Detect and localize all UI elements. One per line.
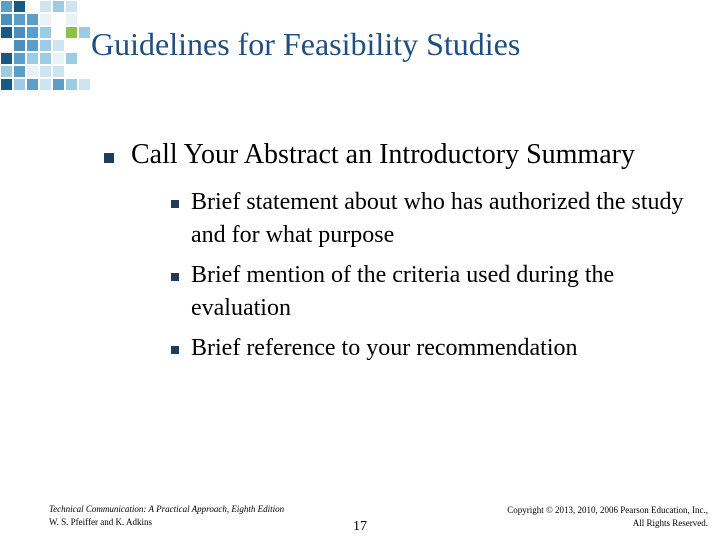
mosaic-tile <box>40 1 51 12</box>
mosaic-tile <box>53 79 64 90</box>
mosaic-tile <box>1 79 12 90</box>
mosaic-tile <box>14 14 25 25</box>
sub-bullet-text: Brief mention of the criteria used during the evaluation <box>191 262 615 321</box>
footer-citation <box>49 503 284 529</box>
mosaic-tile <box>27 27 38 38</box>
mosaic-tile <box>14 27 25 38</box>
slide-title: Guidelines for Feasibility Studies <box>91 26 521 62</box>
footer-book-title: Technical Communication: A Practical Approach, Eighth Edition <box>49 504 285 514</box>
sub-bullet-text: Brief reference to your recommendation <box>191 335 578 361</box>
copyright-line: Copyright © 2013, 2010, 2006 Pearson Education, Inc., <box>507 505 708 515</box>
mosaic-tile <box>27 79 38 90</box>
mosaic-tile <box>66 79 77 90</box>
square-bullet-icon <box>171 346 179 354</box>
mosaic-tile <box>27 14 38 25</box>
mosaic-tile <box>14 40 25 51</box>
mosaic-tile <box>66 53 77 64</box>
mosaic-tile <box>40 66 51 77</box>
sub-bullet <box>159 332 690 365</box>
footer-authors: W. S. Pfeiffer and K. Adkins <box>49 517 152 527</box>
bullet-list <box>100 138 690 365</box>
mosaic-tile <box>1 27 12 38</box>
sub-bullet <box>159 259 690 325</box>
mosaic-tile <box>40 53 51 64</box>
mosaic-tile <box>1 53 12 64</box>
mosaic-tile <box>27 66 38 77</box>
sub-bullet-text: Brief statement about who has authorized the study and for what purpose <box>191 189 684 248</box>
mosaic-tile <box>40 14 51 25</box>
mosaic-tile <box>27 40 38 51</box>
footer-copyright <box>507 504 708 530</box>
sub-bullet-list <box>131 186 690 365</box>
mosaic-tile <box>79 79 90 90</box>
sub-bullet <box>159 186 690 252</box>
mosaic-tile <box>40 40 51 51</box>
mosaic-tile <box>14 53 25 64</box>
square-bullet-icon <box>104 153 114 163</box>
mosaic-tile <box>79 27 90 38</box>
copyright-line: All Rights Reserved. <box>632 518 708 528</box>
mosaic-tile <box>1 66 12 77</box>
mosaic-tile <box>14 66 25 77</box>
mosaic-tile <box>53 66 64 77</box>
decorative-tile-mosaic <box>0 0 90 95</box>
mosaic-tile <box>53 1 64 12</box>
mosaic-tile <box>66 27 77 38</box>
main-bullet <box>100 138 690 365</box>
square-bullet-icon <box>171 273 179 281</box>
mosaic-tile <box>53 53 64 64</box>
mosaic-tile <box>66 14 77 25</box>
mosaic-tile <box>27 53 38 64</box>
mosaic-tile <box>1 14 12 25</box>
mosaic-tile <box>40 27 51 38</box>
mosaic-tile <box>40 79 51 90</box>
page-number: 17 <box>353 519 367 534</box>
mosaic-tile <box>66 1 77 12</box>
mosaic-tile <box>14 1 25 12</box>
square-bullet-icon <box>171 200 179 208</box>
mosaic-tile <box>14 79 25 90</box>
mosaic-tile <box>1 1 12 12</box>
main-bullet-text: Call Your Abstract an Introductory Summary <box>131 139 635 170</box>
mosaic-tile <box>53 40 64 51</box>
